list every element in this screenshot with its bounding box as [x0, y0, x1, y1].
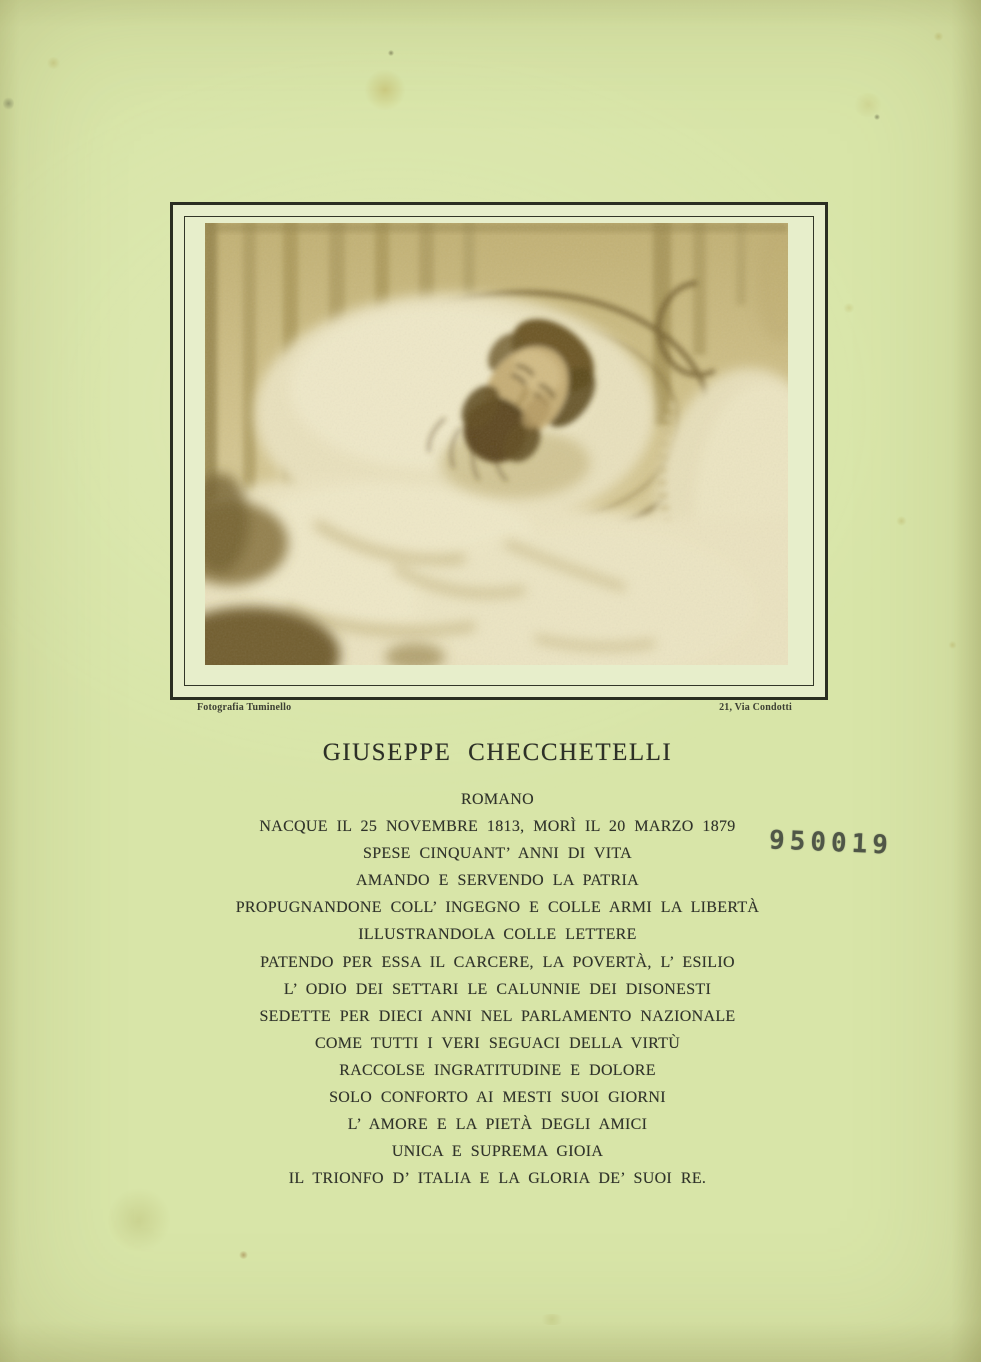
memorial-line: IL TRIONFO D’ ITALIA E LA GLORIA DE’ SUOI RE.	[288, 1170, 707, 1188]
memorial-line: SOLO CONFORTO AI MESTI SUOI GIORNI	[329, 1089, 666, 1107]
deceased-name-title: GIUSEPPE CHECCHETELLI	[322, 739, 673, 766]
memorial-line: UNICA E SUPREMA GIOIA	[391, 1143, 604, 1161]
inventory-number-stamp: 950019	[768, 825, 894, 861]
foxing-stain	[538, 1314, 566, 1325]
foxing-stain	[46, 57, 61, 69]
foxing-stain	[239, 1251, 248, 1259]
photo-grain	[205, 223, 788, 665]
memorial-line: L’ ODIO DEI SETTARI LE CALUNNIE DEI DISONESTI	[283, 980, 712, 998]
foxing-stain	[948, 641, 957, 649]
memorial-line: NACQUE IL 25 NOVEMBRE 1813, MORÌ IL 20 MARZO 1879	[259, 818, 736, 836]
foxing-stain	[933, 32, 944, 41]
foxing-stain	[388, 50, 394, 56]
foxing-stain	[363, 70, 407, 110]
foxing-stain	[896, 516, 907, 526]
foxing-stain	[843, 303, 855, 313]
memorial-line: AMANDO E SERVENDO LA PATRIA	[356, 872, 639, 890]
photo-plate	[170, 202, 828, 700]
memorial-line: PROPUGNANDONE COLL’ INGEGNO E COLLE ARMI LA LIBERTÀ	[235, 899, 760, 917]
foxing-stain	[3, 97, 14, 110]
memorial-line: ILLUSTRANDOLA COLLE LETTERE	[358, 926, 637, 944]
memorial-line: ROMANO	[461, 791, 534, 808]
foxing-stain	[852, 93, 884, 117]
memorial-line: PATENDO PER ESSA IL CARCERE, LA POVERTÀ, L’ ESILIO	[260, 953, 735, 971]
foxing-stain	[108, 1186, 170, 1254]
memorial-line: SEDETTE PER DIECI ANNI NEL PARLAMENTO NAZIONALE	[259, 1007, 736, 1025]
memorial-line: L’ AMORE E LA PIETÀ DEGLI AMICI	[347, 1116, 648, 1134]
deathbed-photograph	[205, 223, 788, 665]
studio-address: 21, Via Condotti	[719, 702, 792, 713]
photographer-credit: Fotografia Tuminello	[197, 702, 292, 713]
memorial-line: COME TUTTI I VERI SEGUACI DELLA VIRTÙ	[314, 1034, 681, 1052]
memorial-line: SPESE CINQUANT’ ANNI DI VITA	[363, 845, 632, 863]
foxing-stain	[874, 114, 880, 120]
deathbed-photograph-illustration	[205, 223, 788, 665]
memorial-line: RACCOLSE INGRATITUDINE E DOLORE	[339, 1061, 656, 1079]
